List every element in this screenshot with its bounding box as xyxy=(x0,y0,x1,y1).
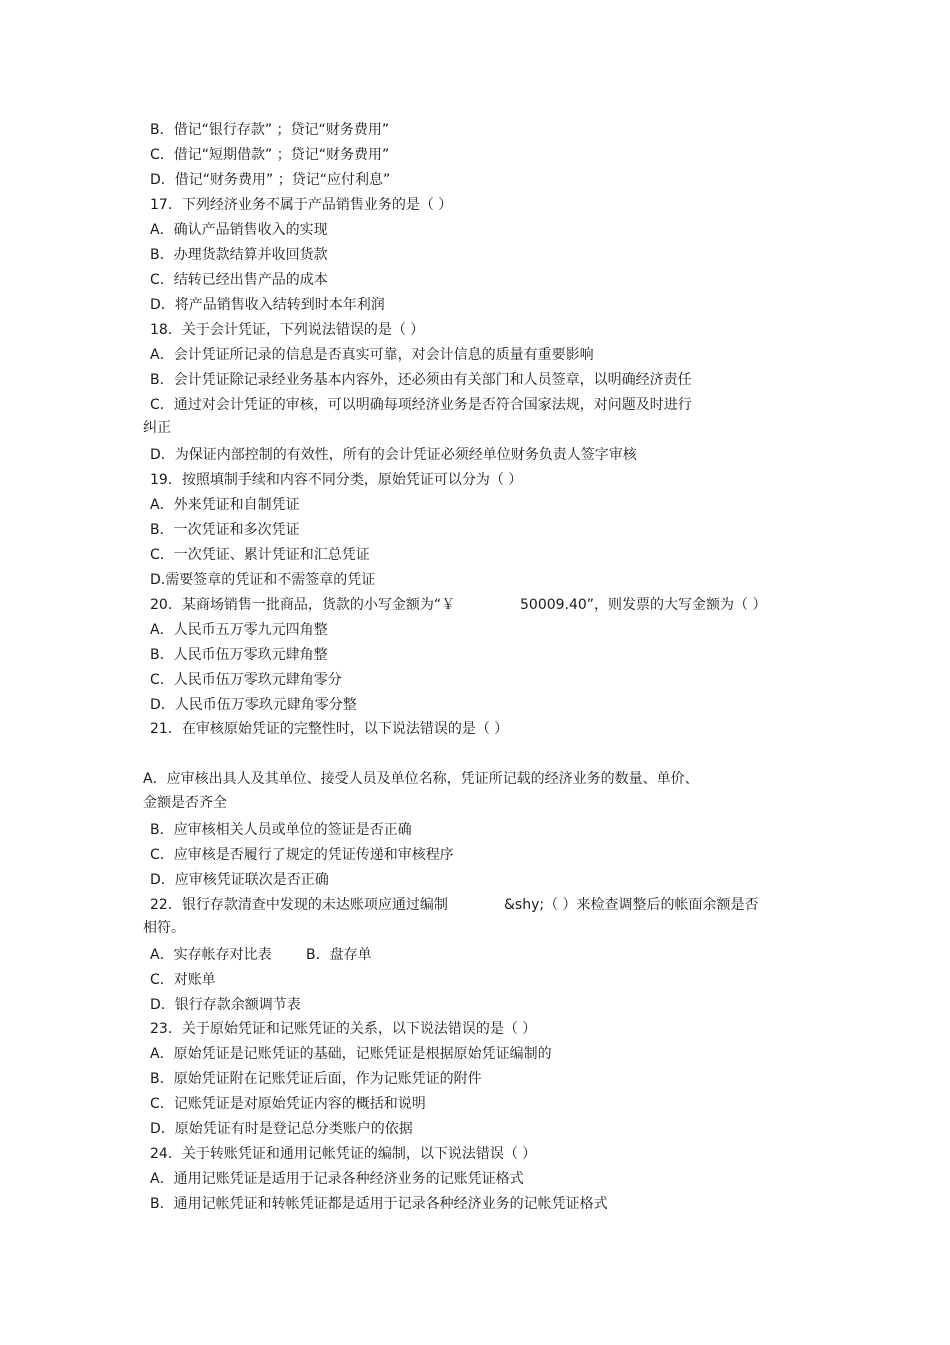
question-23: 23．关于原始凭证和记账凭证的关系，以下说法错误的是（ ） xyxy=(150,1021,537,1037)
option-line: B．盘存单 xyxy=(306,947,372,963)
option-line-continued: 金额是否齐全 xyxy=(143,795,227,811)
option-line: B．通用记帐凭证和转帐凭证都是适用于记录各种经济业务的记帐凭证格式 xyxy=(150,1196,608,1212)
option-line: C．记账凭证是对原始凭证内容的概括和说明 xyxy=(150,1096,426,1112)
option-line: D．原始凭证有时是登记总分类账户的依据 xyxy=(150,1121,413,1137)
option-line: A．实存帐存对比表 xyxy=(150,947,272,963)
option-line: A．外来凭证和自制凭证 xyxy=(150,497,300,513)
question-19: 19．按照填制手续和内容不同分类，原始凭证可以分为（ ） xyxy=(150,472,523,488)
option-line: D．应审核凭证联次是否正确 xyxy=(150,872,329,888)
option-line: B．一次凭证和多次凭证 xyxy=(150,522,300,538)
option-line: B．会计凭证除记录经业务基本内容外，还必须由有关部门和人员签章，以明确经济责任 xyxy=(150,372,692,388)
question-18: 18．关于会计凭证，下列说法错误的是（ ） xyxy=(150,322,425,338)
option-line: A．确认产品销售收入的实现 xyxy=(150,222,328,238)
option-line: D．为保证内部控制的有效性，所有的会计凭证必须经单位财务负责人签字审核 xyxy=(150,447,637,463)
option-line: D．银行存款余额调节表 xyxy=(150,997,301,1013)
option-line: D．借记“财务费用” ；贷记“应付利息” xyxy=(150,172,391,188)
question-22: 22．银行存款清查中发现的未达账项应通过编制 xyxy=(150,897,448,913)
option-line: A．会计凭证所记录的信息是否真实可靠，对会计信息的质量有重要影响 xyxy=(150,347,594,363)
option-line: D.需要签章的凭证和不需签章的凭证 xyxy=(150,572,376,588)
option-line: D．人民币伍万零玖元肆角零分整 xyxy=(150,697,357,713)
option-line: D．将产品销售收入结转到时本年利润 xyxy=(150,297,385,313)
option-line: A．应审核出具人及其单位、接受人员及单位名称，凭证所记载的经济业务的数量、单价、 xyxy=(143,771,699,787)
question-20-amount: 50009.40”，则发票的大写金额为（ ） xyxy=(520,597,767,613)
question-17: 17．下列经济业务不属于产品销售业务的是（ ） xyxy=(150,197,453,213)
option-line: A．原始凭证是记账凭证的基础，记账凭证是根据原始凭证编制的 xyxy=(150,1046,552,1062)
option-line: C．应审核是否履行了规定的凭证传递和审核程序 xyxy=(150,847,454,863)
option-line: B．办理货款结算并收回货款 xyxy=(150,247,328,263)
option-line: C．对账单 xyxy=(150,972,216,988)
option-line: B．原始凭证附在记账凭证后面，作为记账凭证的附件 xyxy=(150,1071,482,1087)
option-line: C．借记“短期借款” ；贷记“财务费用” xyxy=(150,147,390,163)
question-20: 20．某商场销售一批商品，货款的小写金额为“￥ xyxy=(150,597,456,613)
option-line: C．通过对会计凭证的审核，可以明确每项经济业务是否符合国家法规，对问题及时进行 xyxy=(150,397,692,413)
option-line: C．结转已经出售产品的成本 xyxy=(150,272,328,288)
question-21: 21．在审核原始凭证的完整性时，以下说法错误的是（ ） xyxy=(150,721,509,737)
question-22-blank: &shy;（ ）来检查调整后的帐面余额是否 xyxy=(504,897,759,913)
option-line: C．一次凭证、累计凭证和汇总凭证 xyxy=(150,547,370,563)
question-22-continued: 相符。 xyxy=(143,920,185,936)
option-line: A．通用记账凭证是适用于记录各种经济业务的记账凭证格式 xyxy=(150,1171,524,1187)
option-line-continued: 纠正 xyxy=(143,420,171,436)
option-line: B．借记“银行存款” ；贷记“财务费用” xyxy=(150,122,390,138)
option-line: C．人民币伍万零玖元肆角零分 xyxy=(150,672,342,688)
question-24: 24．关于转账凭证和通用记帐凭证的编制，以下说法错误（ ） xyxy=(150,1146,537,1162)
option-line: B．人民币伍万零玖元肆角整 xyxy=(150,647,328,663)
option-line: A．人民币五万零九元四角整 xyxy=(150,622,328,638)
option-line: B．应审核相关人员或单位的签证是否正确 xyxy=(150,822,412,838)
